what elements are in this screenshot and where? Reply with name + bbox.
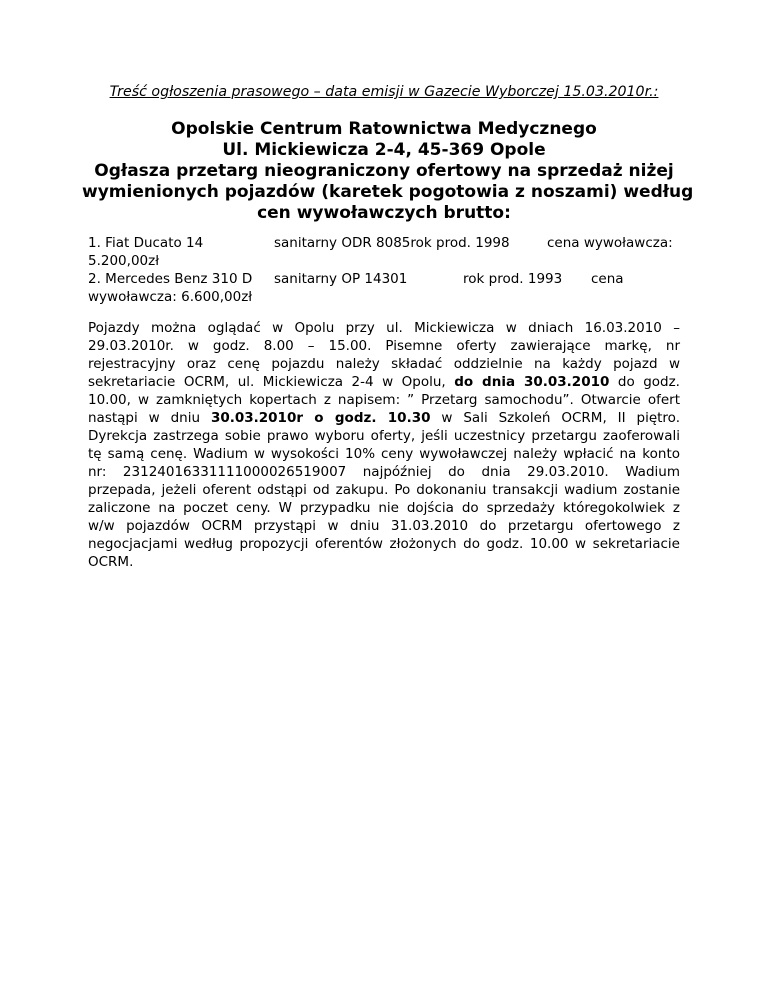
vehicle-1-price-row	[88, 252, 680, 270]
body-line: przepada, jeżeli oferent odstąpi od zakupu. Po dokonaniu transakcji wadium zostanie	[88, 482, 680, 498]
vehicle-2-year: rok prod. 1993	[463, 271, 563, 287]
vehicle-2-name: 2. Mercedes Benz 310 D	[88, 271, 253, 287]
press-release-intro: Treść ogłoszenia prasowego – data emisji w Gazecie Wyborczej 15.03.2010r.:	[109, 84, 659, 100]
heading-line-address: Ul. Mickiewicza 2-4, 45-369 Opole	[222, 140, 546, 160]
vehicle-1-type: sanitarny ODR 8085rok prod. 1998	[274, 235, 510, 251]
body-line: tę samą cenę. Wadium w wysokości 10% ceny wywoławczej należy wpłacić na konto	[88, 446, 680, 462]
vehicle-1-price-label: cena wywoławcza:	[547, 235, 673, 251]
body-line-account: nr: 23124016331111000026519007 najpóźniej do dnia 29.03.2010. Wadium	[88, 464, 680, 480]
body-text-span: w Sali Szkoleń OCRM, II piętro.	[441, 410, 680, 426]
vehicle-2-row	[88, 270, 680, 288]
heading-line-organization: Opolskie Centrum Ratownictwa Medycznego	[171, 119, 597, 139]
vehicle-1-name: 1. Fiat Ducato 14	[88, 235, 204, 251]
heading-line-5	[82, 203, 686, 224]
body-text-span: nastąpi w dniu	[88, 410, 201, 426]
vehicle-list	[88, 234, 680, 306]
heading-line-5-text: cen wywoławczych brutto	[257, 203, 505, 223]
body-line: negocjacjami według propozycji oferentów złożonych do godz. 10.00 w sekretariacie	[88, 536, 680, 552]
vehicle-1-price: 5.200,00zł	[88, 253, 160, 269]
body-line-last: OCRM.	[88, 554, 134, 570]
body-line: Dyrekcja zastrzega sobie prawo wyboru oferty, jeśli uczestnicy przetargu zaoferowali	[88, 428, 680, 444]
vehicle-2-price-row	[88, 288, 680, 306]
heading-line-4: wymienionych pojazdów (karetek pogotowia z noszami) według	[82, 182, 694, 202]
body-text-span: do godz.	[617, 374, 680, 390]
body-text-span: sekretariacie OCRM, ul. Mickiewicza 2-4 w Opolu,	[88, 374, 446, 390]
body-line: zaliczone na poczet ceny. W przypadku nie dojścia do sprzedaży któregokolwiek z	[88, 500, 680, 516]
deadline-date: do dnia 30.03.2010	[454, 374, 610, 390]
heading-line-5-colon: :	[504, 203, 511, 223]
body-line: 29.03.2010r. w godz. 8.00 – 15.00. Pisemne oferty zawierające markę, nr	[88, 338, 680, 354]
body-line: Pojazdy można oglądać w Opolu przy ul. Mickiewicza w dniach 16.03.2010 –	[88, 320, 680, 336]
body-line-opening	[88, 409, 680, 427]
opening-date-time: 30.03.2010r o godz. 10.30	[210, 410, 431, 426]
announcement-heading	[82, 119, 694, 224]
heading-line-3: Ogłasza przetarg nieograniczony ofertowy na sprzedaż niżej	[94, 161, 674, 181]
announcement-body	[88, 319, 680, 571]
body-line-deadline	[88, 373, 680, 391]
vehicle-2-price-label: cena	[591, 271, 624, 287]
body-line: w/w pojazdów OCRM przystąpi w dniu 31.03.2010 do przetargu ofertowego z	[88, 518, 680, 534]
vehicle-1-row	[88, 234, 680, 252]
body-line: 10.00, w zamkniętych kopertach z napisem: ” Przetarg samochodu”. Otwarcie ofert	[88, 392, 680, 408]
body-line: rejestracyjny oraz cenę pojazdu należy składać oddzielnie na każdy pojazd w	[88, 356, 680, 372]
vehicle-2-type: sanitarny OP 14301	[274, 271, 408, 287]
vehicle-2-price: wywoławcza: 6.600,00zł	[88, 289, 253, 305]
